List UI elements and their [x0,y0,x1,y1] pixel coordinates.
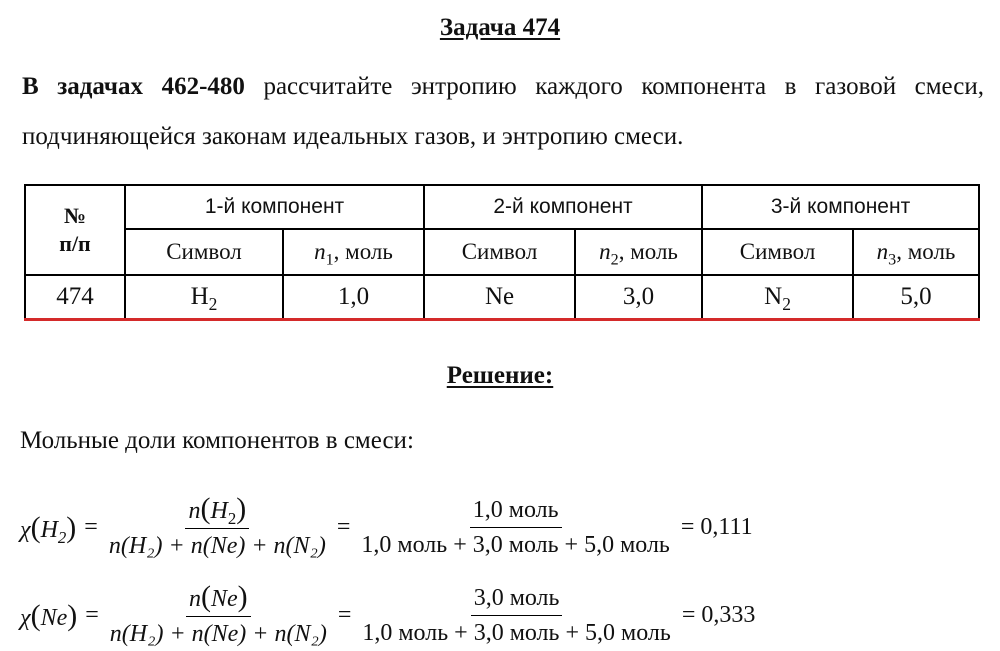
component-1-symbol: $H_2$ [125,275,283,320]
amount-header-1: $n_1$, моль [283,229,424,275]
component-3-header: 3-й компонент [702,185,979,229]
component-2-header: 2-й компонент [424,185,702,229]
value-denominator: 1,0 моль + 3,0 моль + 5,0 моль [362,620,671,646]
value-numerator: 1,0 моль [470,493,562,528]
symbol-header-1: Символ [125,229,283,275]
number-header [25,185,125,275]
formula-fraction: $\frac{n(Ne)}{\text{n(H₂) + n(Ne) + n(N₂)}}$ [107,580,330,651]
problem-title: Задача 474 [439,14,561,41]
problem-statement [22,62,984,162]
component-1-header: 1-й компонент [125,185,424,229]
component-1-amount: 1,0 [283,275,424,320]
formula-fraction: $\frac{n(H_2)}{\text{n(H₂) + n(Ne) + n(N₂)}}$ [106,492,329,563]
equation-result: = 0,111 [680,514,753,540]
number-sign: № [63,203,87,228]
lhs-chi: χ(Ne) [20,598,78,632]
component-2-symbol: Ne [424,275,575,320]
component-3-amount: 5,0 [853,275,979,320]
solution-title: Решение: [446,362,554,389]
value-fraction [358,493,672,562]
intro-text: Мольные доли компонентов в смеси: [20,427,414,454]
symbol-header-2: Символ [424,229,575,275]
problem-text: рассчитайте энтропию каждого компонента в газовой смеси, подчиняющейся законам идеальных газов, и энтропию смеси. [22,73,984,150]
formula-denominator: n(H₂) + n(Ne) + n(N₂) [109,621,327,647]
lhs-chi: $\chi(H_2)$ [20,510,77,547]
components-table [24,184,980,321]
row-number: 474 [25,275,125,320]
component-3-symbol: $N_2$ [702,275,853,320]
mole-fraction-equation-ne: χ(Ne) = $\frac{n(Ne)}{\text{n(H₂) + n(Ne) + n(N₂)}}$ = $\frac{\text{3,0 моль}}{\text{1,0 моль + 3,0 моль + 5,0 моль}}$ = 0,333 [20,580,763,651]
amount-header-2: $n_2$, моль [575,229,702,275]
component-2-amount: 3,0 [575,275,702,320]
formula-denominator: n(H₂) + n(Ne) + n(N₂) [108,533,326,559]
value-denominator: 1,0 моль + 3,0 моль + 5,0 моль [361,532,670,558]
value-numerator: 3,0 моль [471,581,563,616]
table-row [25,275,979,320]
equation-result: = 0,333 [681,602,756,628]
problem-range-label: В задачах 462-480 [22,73,245,100]
symbol-header-3: Символ [702,229,853,275]
amount-header-3: $n_3$, моль [853,229,979,275]
number-abbrev: п/п [59,231,91,256]
mole-fraction-equation-h2: $\chi(H_2)$ = $\frac{n(H_2)}{\text{n(H₂) + n(Ne) + n(N₂)}}$ = $\frac{\text{1,0 моль}}{\text{1,0 моль + 3,0 моль + 5,0 моль}}$ = 0,111 [20,492,761,563]
